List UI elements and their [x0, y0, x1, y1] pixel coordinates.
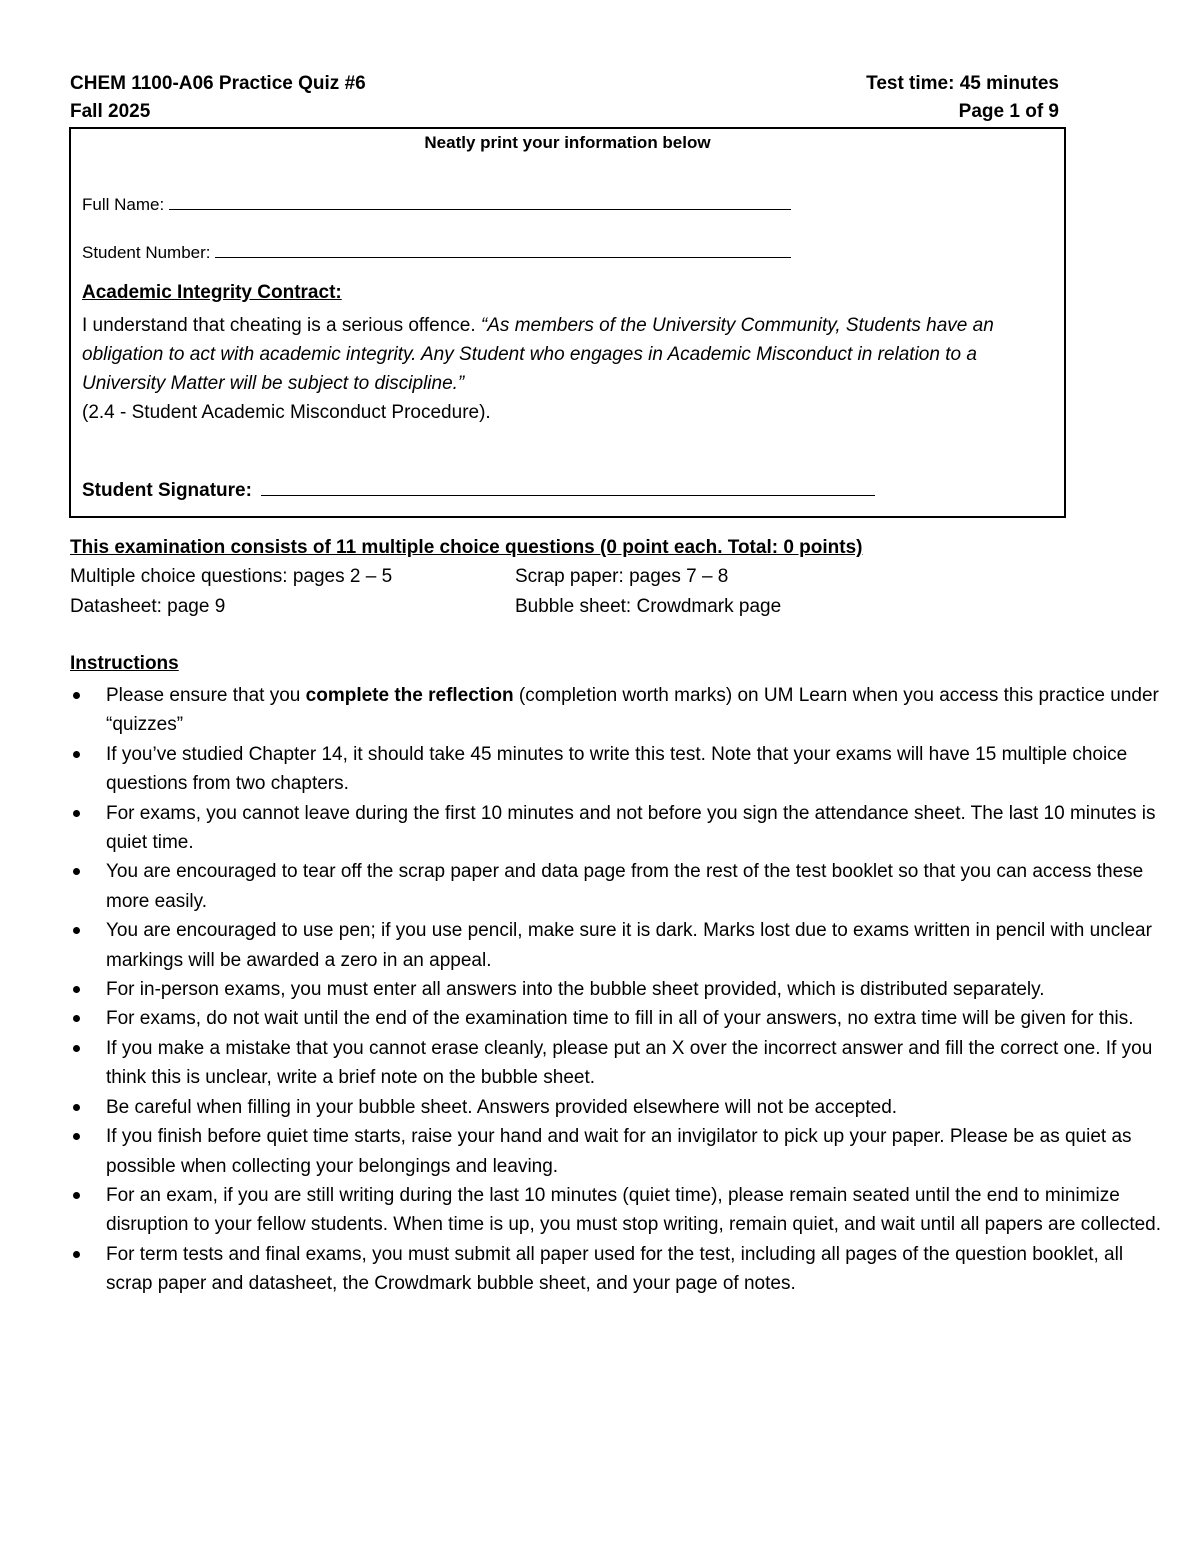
instruction-text: For in-person exams, you must enter all answers into the bubble sheet provided, which is distributed separately.: [106, 979, 1045, 1001]
full-name-label: Full Name:: [82, 195, 165, 214]
test-time: Test time: 45 minutes: [866, 73, 1059, 94]
bullet-icon: [73, 868, 80, 875]
instruction-item: [70, 975, 1170, 1004]
student-number-label: Student Number:: [82, 243, 211, 262]
instruction-item: [70, 1034, 1170, 1093]
info-box-title: Neatly print your information below: [424, 133, 711, 152]
instruction-text: For term tests and final exams, you must submit all paper used for the test, including all pages of the question booklet, all scrap paper and datasheet, the Crowdmark bubble sheet, and your page of notes.: [106, 1243, 1124, 1295]
exam-summary-heading: This examination consists of 11 multiple choice questions (0 point each. Total: 0 points): [70, 537, 863, 558]
bullet-icon: [73, 1133, 80, 1140]
instruction-text: For an exam, if you are still writing during the last 10 minutes (quiet time), please remain seated until the end to minimize disruption to your fellow students. When time is up, you must stop writing, remain quiet, and wait until all papers are collected.: [106, 1184, 1162, 1236]
instruction-item: [70, 857, 1170, 916]
instruction-text: If you finish before quiet time starts, raise your hand and wait for an invigilator to pick up your paper. Please be as quiet as possible when collecting your belongings and leaving.: [106, 1126, 1132, 1177]
bullet-icon: [73, 1251, 80, 1258]
bullet-icon: [73, 1015, 80, 1022]
integrity-text: [82, 311, 1042, 427]
term-label: Fall 2025: [70, 101, 151, 122]
integrity-title: Academic Integrity Contract:: [82, 282, 342, 303]
instruction-item: [70, 1240, 1170, 1299]
instruction-item: [70, 740, 1170, 799]
full-name-line[interactable]: [169, 195, 791, 210]
integrity-source: (2.4 - Student Academic Misconduct Procedure).: [82, 402, 491, 423]
student-number-row: [82, 243, 791, 263]
course-title: CHEM 1100-A06 Practice Quiz #6: [70, 73, 366, 94]
page-number: Page 1 of 9: [958, 101, 1059, 122]
instruction-text: If you make a mistake that you cannot erase cleanly, please put an X over the incorrect answer and fill the correct one. If you think this is unclear, write a brief note on the bubble sheet.: [106, 1037, 1153, 1089]
integrity-plain: I understand that cheating is a serious offence.: [82, 315, 481, 336]
instruction-item: [70, 916, 1170, 975]
bullet-icon: [73, 1104, 80, 1111]
instruction-emphasis: complete the reflection: [305, 685, 514, 706]
bullet-icon: [73, 986, 80, 993]
instruction-item: [70, 1004, 1170, 1033]
instruction-text: Please ensure that you: [106, 685, 306, 706]
signature-row: [82, 480, 875, 502]
instruction-item: [70, 1181, 1170, 1240]
student-info-box: [69, 127, 1066, 518]
signature-line[interactable]: [261, 481, 875, 496]
bullet-icon: [73, 1192, 80, 1199]
instruction-item: [70, 681, 1170, 740]
instruction-item: [70, 1093, 1170, 1122]
instruction-item: [70, 799, 1170, 858]
instructions-list: [70, 681, 1170, 1299]
instruction-text: If you’ve studied Chapter 14, it should take 45 minutes to write this test. Note that your exams will have 15 multiple choice questions from two chapters.: [106, 743, 1128, 795]
instruction-text: For exams, you cannot leave during the first 10 minutes and not before you sign the attendance sheet. The last 10 minutes is quiet time.: [106, 802, 1156, 854]
mc-pages: Multiple choice questions: pages 2 – 5: [70, 566, 393, 587]
instruction-text: Be careful when filling in your bubble sheet. Answers provided elsewhere will not be accepted.: [106, 1096, 898, 1118]
instructions-title: Instructions: [70, 653, 179, 674]
full-name-row: [82, 195, 791, 215]
bubble-sheet-page: Bubble sheet: Crowdmark page: [515, 596, 782, 617]
integrity-quote: “As members of the University Community, Students have an obligation to act with academic integrity. Any Student who engages in Academic Misconduct in relation to a University Matter will be subject to discipline.”: [82, 315, 994, 394]
instruction-text: (completion worth marks) on UM Learn when you access this practice under “quizzes”: [106, 685, 1159, 736]
bullet-icon: [73, 692, 80, 699]
student-number-line[interactable]: [215, 243, 791, 258]
instruction-text: You are encouraged to tear off the scrap paper and data page from the rest of the test booklet so that you can access these more easily.: [106, 861, 1144, 912]
bullet-icon: [73, 810, 80, 817]
instruction-text: You are encouraged to use pen; if you use pencil, make sure it is dark. Marks lost due to exams written in pencil with unclear markings will be awarded a zero in an appeal.: [106, 920, 1152, 971]
signature-label: Student Signature:: [82, 480, 252, 501]
bullet-icon: [73, 751, 80, 758]
bullet-icon: [73, 1045, 80, 1052]
instruction-item: [70, 1122, 1170, 1181]
datasheet-page: Datasheet: page 9: [70, 596, 226, 617]
instruction-text: For exams, do not wait until the end of the examination time to fill in all of your answers, no extra time will be given for this.: [106, 1008, 1134, 1030]
scrap-pages: Scrap paper: pages 7 – 8: [515, 566, 729, 587]
bullet-icon: [73, 927, 80, 934]
